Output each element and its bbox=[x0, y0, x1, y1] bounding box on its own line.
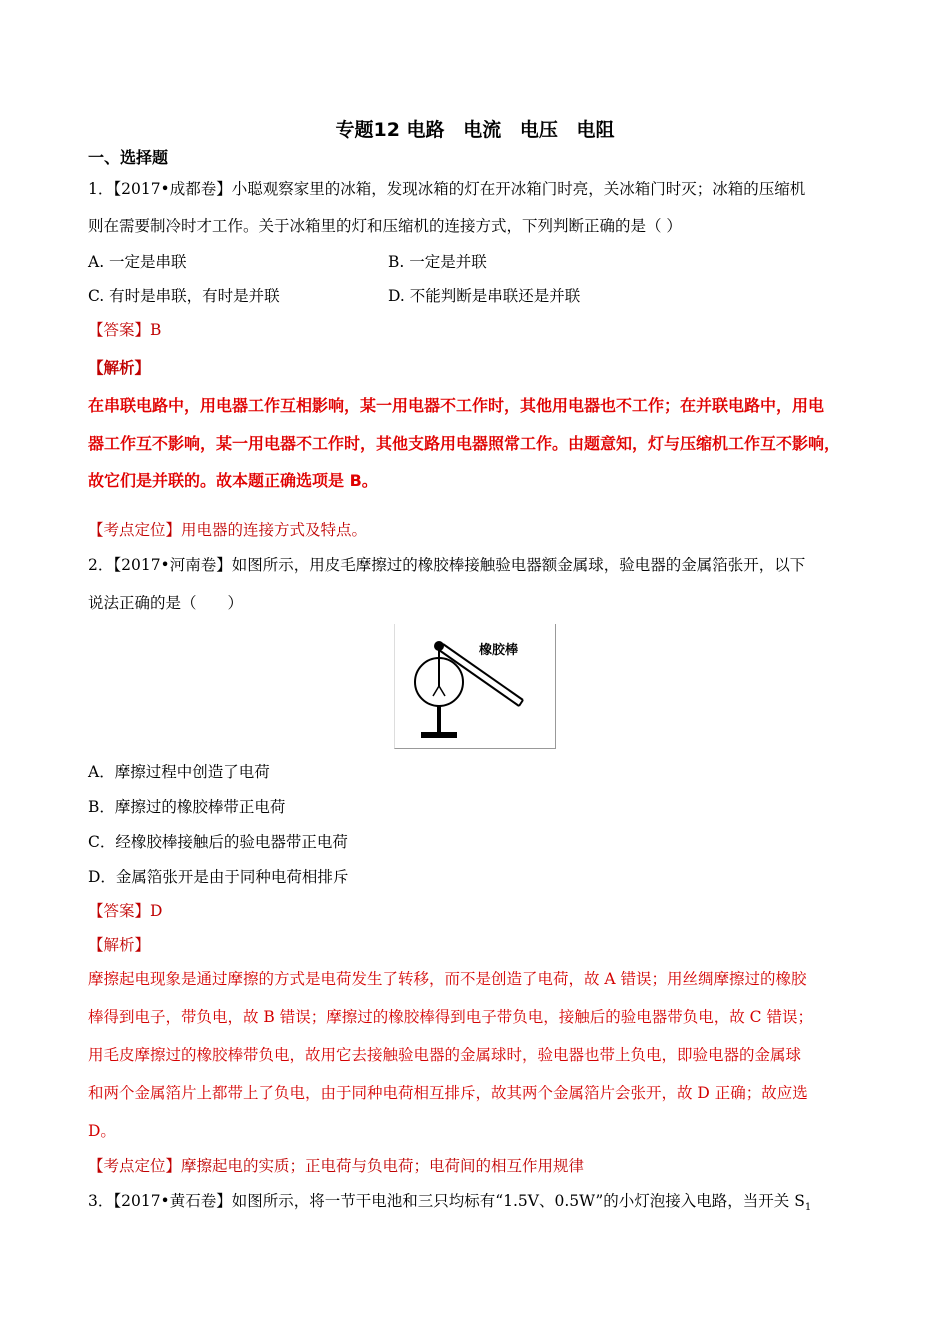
foil-leaf-right bbox=[439, 686, 445, 696]
q2-analysis-line-1: 摩擦起电现象是通过摩擦的方式是电荷发生了转移，而不是创造了电荷，故 A 错误；用丝绸摩擦过的橡胶 bbox=[88, 970, 807, 988]
q2-analysis-label: 【解析】 bbox=[88, 936, 151, 954]
electroscope-diagram bbox=[395, 624, 555, 748]
q1-stem-line-1: 1．【2017•成都卷】小聪观察家里的冰箱，发现冰箱的灯在开冰箱门时亮，关冰箱门时灭；冰箱的压缩机 bbox=[88, 180, 806, 198]
q3-stem-text: 3．【2017•黄石卷】如图所示，将一节干电池和三只均标有“1.5V、0.5W”的小灯泡接入电路，当开关 S bbox=[88, 1192, 805, 1210]
page-title bbox=[0, 115, 950, 142]
q1-answer-label: 【答案】 bbox=[88, 321, 151, 339]
rubber-rod-end bbox=[519, 700, 523, 706]
q1-answer-value: B bbox=[150, 321, 162, 339]
q2-option-b: B．摩擦过的橡胶棒带正电荷 bbox=[88, 798, 286, 816]
q1-option-b: B. 一定是并联 bbox=[388, 253, 487, 271]
title-part-2: 电流 bbox=[463, 119, 502, 141]
q2-analysis-line-5: D。 bbox=[88, 1122, 116, 1140]
q2-answer-label: 【答案】 bbox=[88, 902, 151, 920]
foil-leaf-left bbox=[433, 686, 439, 696]
q1-option-a: A. 一定是串联 bbox=[88, 253, 187, 271]
title-part-1: 专题12 电路 bbox=[335, 119, 445, 141]
q2-analysis-line-4: 和两个金属箔片上都带上了负电，由于同种电荷相互排斥，故其两个金属箔片会张开，故 D 正确；故应选 bbox=[88, 1084, 808, 1102]
q2-analysis-line-2: 棒得到电子，带负电，故 B 错误；摩擦过的橡胶棒得到电子带负电，接触后的验电器带负电，故 C 错误； bbox=[88, 1008, 813, 1026]
q2-answer bbox=[88, 901, 162, 921]
q1-analysis-label: 【解析】 bbox=[88, 358, 151, 377]
electroscope-figure bbox=[394, 624, 556, 749]
q2-kaodian-label: 【考点定位】 bbox=[88, 1157, 182, 1175]
q2-stem-line-2: 说法正确的是（ ） bbox=[88, 594, 244, 612]
q1-option-c: C. 有时是串联，有时是并联 bbox=[88, 287, 280, 305]
metal-ball bbox=[434, 641, 444, 651]
q1-option-d: D. 不能判断是串联还是并联 bbox=[388, 287, 581, 305]
rubber-rod-label: 橡胶棒 bbox=[479, 643, 519, 658]
q1-stem-line-2: 则在需要制冷时才工作。关于冰箱里的灯和压缩机的连接方式，下列判断正确的是（ ） bbox=[88, 217, 682, 235]
q3-switch-subscript: 1 bbox=[804, 1202, 812, 1214]
q1-kaodian-label: 【考点定位】 bbox=[88, 521, 182, 539]
stand-base bbox=[421, 732, 457, 738]
q2-option-a: A．摩擦过程中创造了电荷 bbox=[88, 763, 270, 781]
q1-kaodian-text: 用电器的连接方式及特点。 bbox=[181, 521, 368, 539]
q1-analysis-line-1: 在串联电路中，用电器工作互相影响，某一用电器不工作时，其他用电器也不工作；在并联电路中，用电 bbox=[88, 396, 825, 415]
q2-option-c: C．经橡胶棒接触后的验电器带正电荷 bbox=[88, 833, 348, 851]
q2-kaodian bbox=[88, 1156, 584, 1176]
q2-stem-line-1: 2．【2017•河南卷】如图所示，用皮毛摩擦过的橡胶棒接触验电器额金属球，验电器的金属箔张开，以下 bbox=[88, 556, 806, 574]
q2-analysis-line-3: 用毛皮摩擦过的橡胶棒带负电，故用它去接触验电器的金属球时，验电器也带上负电，即验电器的金属球 bbox=[88, 1046, 802, 1064]
q1-analysis-line-3: 故它们是并联的。故本题正确选项是 B。 bbox=[88, 471, 378, 490]
q1-kaodian bbox=[88, 520, 367, 540]
q3-stem-line-1 bbox=[88, 1191, 811, 1218]
q2-kaodian-text: 摩擦起电的实质；正电荷与负电荷；电荷间的相互作用规律 bbox=[181, 1157, 585, 1175]
q1-answer bbox=[88, 320, 161, 340]
title-part-4: 电阻 bbox=[576, 119, 615, 141]
q2-option-d: D．金属箔张开是由于同种电荷相排斥 bbox=[88, 868, 349, 886]
rubber-rod-edge-bottom bbox=[439, 650, 519, 706]
q2-answer-value: D bbox=[150, 902, 163, 920]
title-part-3: 电压 bbox=[519, 119, 558, 141]
q1-analysis-line-2: 器工作互不影响，某一用电器不工作时，其他支路用电器照常工作。由题意知，灯与压缩机工作互不影响， bbox=[88, 434, 841, 453]
section-heading: 一、选择题 bbox=[88, 148, 169, 167]
